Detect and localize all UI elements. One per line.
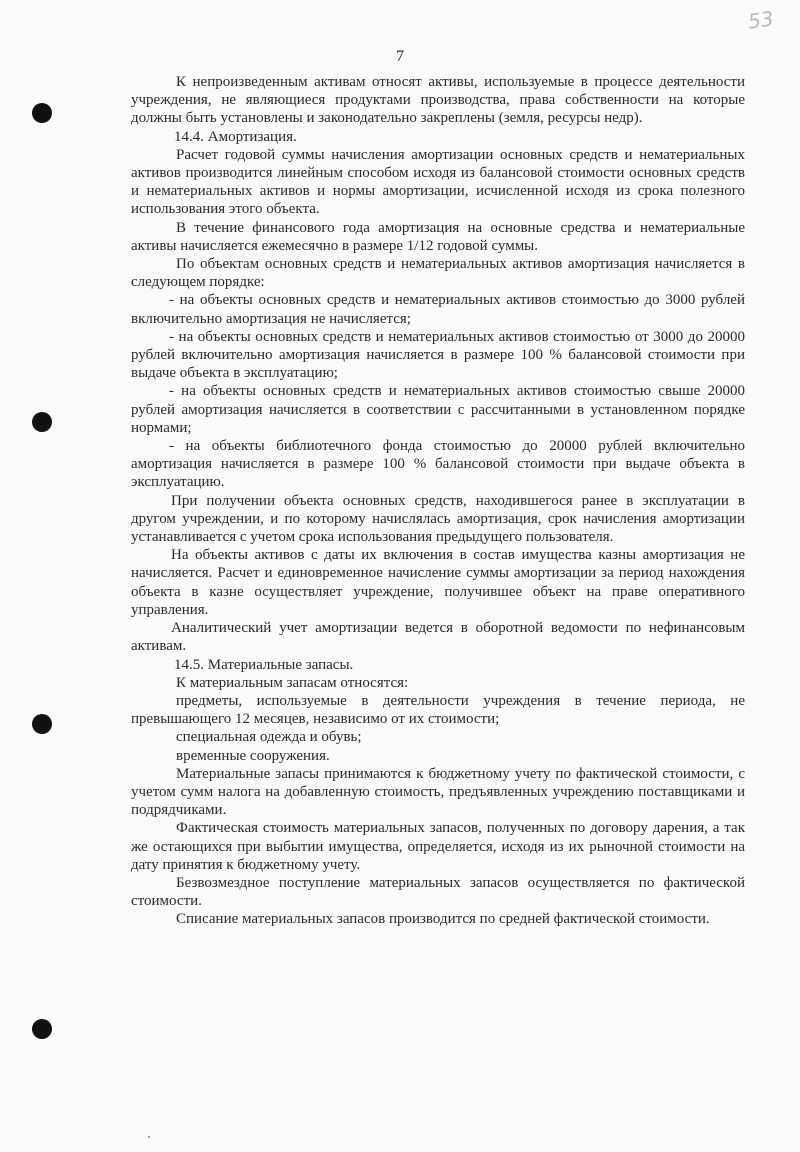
paragraph: Безвозмездное поступление материальных запасов осуществляется по фактической стоимости. <box>131 874 745 910</box>
punch-hole <box>32 1019 52 1039</box>
list-item: - на объекты библиотечного фонда стоимостью до 20000 рублей включительно амортизация начисляется в размере 100 % балансовой стоимости при выдаче объекта в эксплуатацию. <box>131 438 745 491</box>
paragraph: Фактическая стоимость материальных запасов, полученных по договору дарения, а так же остающихся при выбытии имущества, определяется, исходя из их рыночной стоимости на дату принятия к бюджетному учету. <box>131 820 745 873</box>
paragraph: К непроизведенным активам относят активы, используемые в процессе деятельности учреждения, не являющиеся продуктами производства, права собственности на которые должны быть установлены и законодательно закреплены (земля, ресурсы недр). <box>131 74 745 127</box>
list-item: - на объекты основных средств и нематериальных активов стоимостью до 3000 рублей включительно амортизация не начисляется; <box>131 292 745 327</box>
list-item: - на объекты основных средств и нематериальных активов стоимостью от 3000 до 20000 рублей включительно амортизация начисляется в размере 100 % балансовой стоимости при выдаче объекта в эксплуатацию; <box>131 328 745 382</box>
paragraph: Аналитический учет амортизации ведется в оборотной ведомости по нефинансовым активам. <box>131 620 745 655</box>
paragraph: В течение финансового года амортизация на основные средства и нематериальные активы начисляется ежемесячно в размере 1/12 годовой суммы. <box>131 219 745 254</box>
paragraph: К материальным запасам относятся: <box>176 674 409 691</box>
punch-hole <box>32 412 52 432</box>
paragraph: Расчет годовой суммы начисления амортизации основных средств и нематериальных активов производится линейным способом исходя из балансовой стоимости основных средств и нематериальных активов и нормы амортизации, исчисленной исходя из срока полезного использования этого объекта. <box>131 146 745 218</box>
corner-handwritten-number: 53 <box>746 6 775 34</box>
paragraph: Списание материальных запасов производится по средней фактической стоимости. <box>176 911 710 928</box>
punch-hole <box>32 103 52 123</box>
paragraph: По объектам основных средств и нематериальных активов амортизация начисляется в следующем порядке: <box>131 256 745 291</box>
paragraph: При получении объекта основных средств, находившегося ранее в эксплуатации в другом учреждении, и по которому начислялась амортизация, срок начисления амортизации устанавливается с учетом срока использования предыдущего пользователя. <box>131 492 745 546</box>
list-item: - на объекты основных средств и нематериальных активов стоимостью свыше 20000 рублей амортизация начисляется в соответствии с рассчитанными в установленном порядке нормами; <box>131 383 745 436</box>
list-item: предметы, используемые в деятельности учреждения в течение периода, не превышающего 12 месяцев, независимо от их стоимости; <box>131 692 745 728</box>
paragraph: На объекты активов с даты их включения в состав имущества казны амортизация не начисляется. Расчет и единовременное начисление суммы амортизации за период нахождения объекта в казне осуществляет учреждение, получившее объект на праве оперативного управления. <box>131 547 745 618</box>
list-item: специальная одежда и обувь; <box>176 729 362 746</box>
paragraph: Материальные запасы принимаются к бюджетному учету по фактической стоимости, с учетом сумм налога на добавленную стоимость, предъявленных учреждению поставщиками и подрядчиками. <box>131 765 745 819</box>
section-heading: 14.5. Материальные запасы. <box>174 656 354 673</box>
document-body <box>131 73 745 929</box>
punch-hole <box>32 714 52 734</box>
section-heading: 14.4. Амортизация. <box>174 128 297 145</box>
page-number: 7 <box>396 48 404 65</box>
list-item: временные сооружения. <box>176 747 330 764</box>
speck <box>148 1136 150 1138</box>
